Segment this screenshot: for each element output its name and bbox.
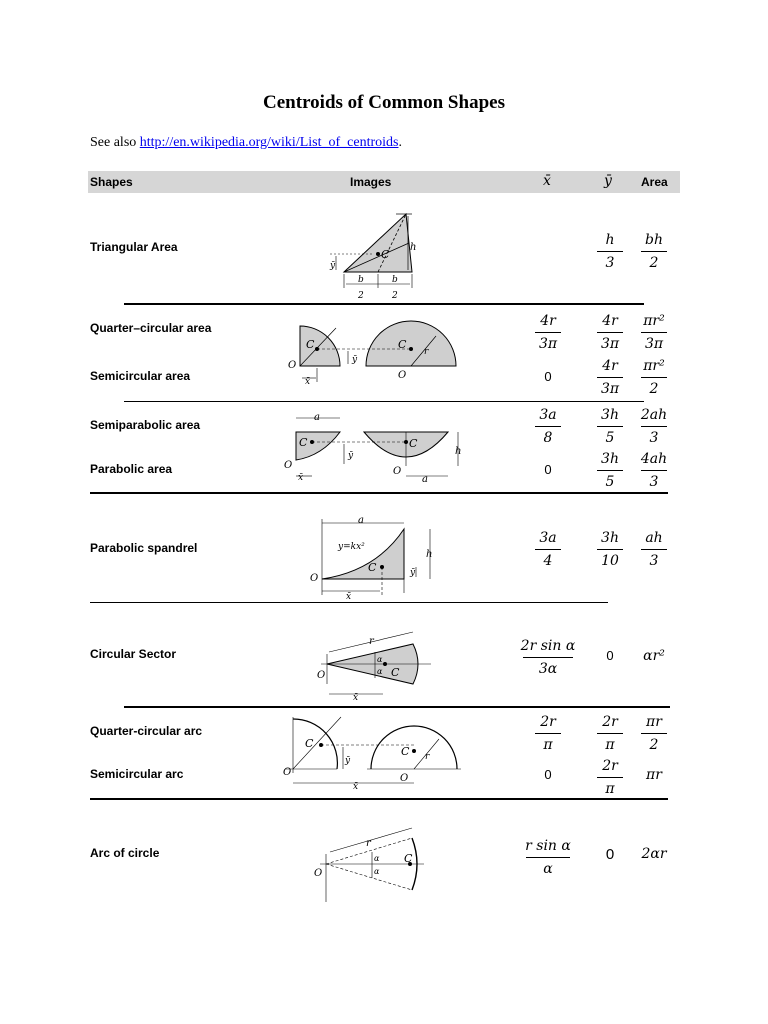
label-alpha: α bbox=[377, 667, 383, 676]
ybar-value: 4r 3π bbox=[580, 313, 640, 352]
label-alpha: α bbox=[374, 854, 380, 863]
row-divider bbox=[90, 492, 668, 494]
row-label-arc-of-circle: Arc of circle bbox=[90, 846, 160, 860]
ybar-value: h 3 bbox=[580, 232, 640, 271]
row-label-semicircular-arc: Semicircular arc bbox=[90, 767, 184, 781]
see-also-suffix: . bbox=[398, 135, 402, 150]
ybar-value: 2r π bbox=[580, 714, 640, 753]
xbar-value: r sin α α bbox=[525, 838, 571, 877]
xbar-value: 3a 8 bbox=[518, 407, 578, 446]
table-header bbox=[88, 171, 680, 193]
header-images: Images bbox=[350, 175, 392, 189]
label-ybar: ȳ bbox=[410, 568, 416, 578]
label-r: r bbox=[424, 347, 429, 357]
triangle-figure bbox=[318, 210, 428, 302]
quarter-semicircle-figure bbox=[286, 318, 466, 390]
label-two: 2 bbox=[392, 291, 398, 301]
label-o: O bbox=[314, 868, 323, 879]
xbar-value: 4r 3π bbox=[518, 313, 578, 352]
row-label-quarter-circular-arc: Quarter-circular arc bbox=[90, 724, 203, 738]
label-two: 2 bbox=[358, 291, 364, 301]
ybar-value: 2r π bbox=[580, 758, 640, 797]
row-label-semiparabolic-area: Semiparabolic area bbox=[90, 418, 201, 432]
label-r: r bbox=[369, 636, 374, 647]
ybar-value: 3h 5 bbox=[580, 407, 640, 446]
area-value: 4ah 3 bbox=[640, 451, 668, 490]
row-label-semicircular-area: Semicircular area bbox=[90, 369, 191, 383]
label-ybar: ȳ bbox=[330, 261, 336, 271]
xbar-value: 0 bbox=[544, 369, 552, 384]
label-r: r bbox=[425, 752, 430, 762]
label-equation: y=kx² bbox=[338, 542, 365, 552]
label-c: C bbox=[404, 852, 413, 865]
header-ybar: ȳ bbox=[604, 173, 612, 189]
label-o: O bbox=[398, 370, 407, 381]
area-value: αr² bbox=[643, 648, 665, 664]
row-divider bbox=[124, 401, 644, 402]
header-area: Area bbox=[641, 175, 668, 189]
area-value: ah 3 bbox=[624, 530, 684, 569]
label-o: O bbox=[284, 460, 293, 471]
label-r: r bbox=[366, 838, 371, 849]
row-label-quarter-circular-area: Quarter–circular area bbox=[90, 321, 212, 335]
label-a: a bbox=[314, 412, 320, 423]
area-value: bh 2 bbox=[624, 232, 684, 271]
area-value: πr 2 bbox=[624, 714, 684, 753]
parabolic-area-figure bbox=[282, 412, 472, 484]
row-divider bbox=[90, 798, 668, 800]
circular-arcs-figure bbox=[281, 713, 463, 793]
xbar-value: 2r π bbox=[518, 714, 578, 753]
area-value: 2ah 3 bbox=[640, 407, 668, 446]
label-c: C bbox=[391, 666, 400, 679]
label-h: h bbox=[455, 446, 462, 457]
row-divider bbox=[90, 602, 608, 603]
header-shapes: Shapes bbox=[90, 175, 133, 189]
centroids-link[interactable]: http://en.wikipedia.org/wiki/List_of_centroids bbox=[139, 135, 399, 150]
header-xbar: x̄ bbox=[543, 173, 551, 189]
label-b: b bbox=[392, 275, 398, 285]
label-c: C bbox=[381, 248, 390, 261]
xbar-value: 3a 4 bbox=[518, 530, 578, 569]
label-ybar: ȳ bbox=[352, 355, 358, 365]
area-value: 2αr bbox=[641, 846, 667, 862]
label-a: a bbox=[358, 515, 364, 526]
label-a: a bbox=[422, 474, 428, 485]
label-ybar: ȳ bbox=[348, 451, 354, 461]
row-label-parabolic-area: Parabolic area bbox=[90, 462, 173, 476]
ybar-value: 3h 10 bbox=[580, 530, 640, 569]
label-h: h bbox=[410, 242, 417, 253]
label-o: O bbox=[400, 773, 409, 784]
label-c: C bbox=[409, 437, 418, 450]
row-divider bbox=[124, 303, 644, 305]
row-divider bbox=[124, 706, 670, 708]
page-title: Centroids of Common Shapes bbox=[263, 92, 505, 113]
label-xbar: x̄ bbox=[298, 473, 304, 483]
see-also-line bbox=[90, 135, 402, 151]
arc-of-circle-figure bbox=[312, 824, 432, 904]
label-c: C bbox=[306, 338, 315, 351]
row-label-triangular-area: Triangular Area bbox=[90, 240, 178, 254]
label-b: b bbox=[358, 275, 364, 285]
label-xbar: x̄ bbox=[353, 693, 359, 703]
row-label-parabolic-spandrel: Parabolic spandrel bbox=[90, 541, 198, 555]
label-c: C bbox=[368, 561, 377, 574]
xbar-value: 0 bbox=[544, 767, 552, 782]
area-value: πr² 3π bbox=[624, 313, 684, 352]
label-alpha: α bbox=[377, 655, 383, 664]
label-c: C bbox=[401, 745, 410, 758]
ybar-value: 0 bbox=[606, 648, 614, 663]
label-o: O bbox=[393, 466, 402, 477]
label-ybar: ȳ bbox=[345, 756, 351, 766]
ybar-value: 4r 3π bbox=[580, 358, 640, 397]
see-also-prefix: See also bbox=[90, 135, 140, 150]
parabolic-spandrel-figure bbox=[306, 515, 436, 601]
area-value: πr bbox=[646, 767, 662, 783]
label-c: C bbox=[299, 436, 308, 449]
label-xbar: x̄ bbox=[305, 377, 311, 387]
area-value: πr² 2 bbox=[624, 358, 684, 397]
ybar-value: 3h 5 bbox=[580, 451, 640, 490]
label-h: h bbox=[426, 549, 433, 560]
xbar-value: 2r sin α 3α bbox=[520, 638, 576, 677]
ybar-value: 0 bbox=[605, 846, 615, 863]
circular-sector-figure bbox=[313, 624, 433, 703]
label-o: O bbox=[317, 670, 326, 681]
label-xbar: x̄ bbox=[353, 782, 359, 792]
label-o: O bbox=[288, 360, 297, 371]
label-alpha: α bbox=[374, 867, 380, 876]
label-xbar: x̄ bbox=[346, 592, 352, 602]
label-o: O bbox=[310, 573, 319, 584]
row-label-circular-sector: Circular Sector bbox=[90, 647, 177, 661]
label-c: C bbox=[305, 737, 314, 750]
label-c: C bbox=[398, 338, 407, 351]
label-o: O bbox=[283, 767, 292, 778]
xbar-value: 0 bbox=[544, 462, 552, 477]
